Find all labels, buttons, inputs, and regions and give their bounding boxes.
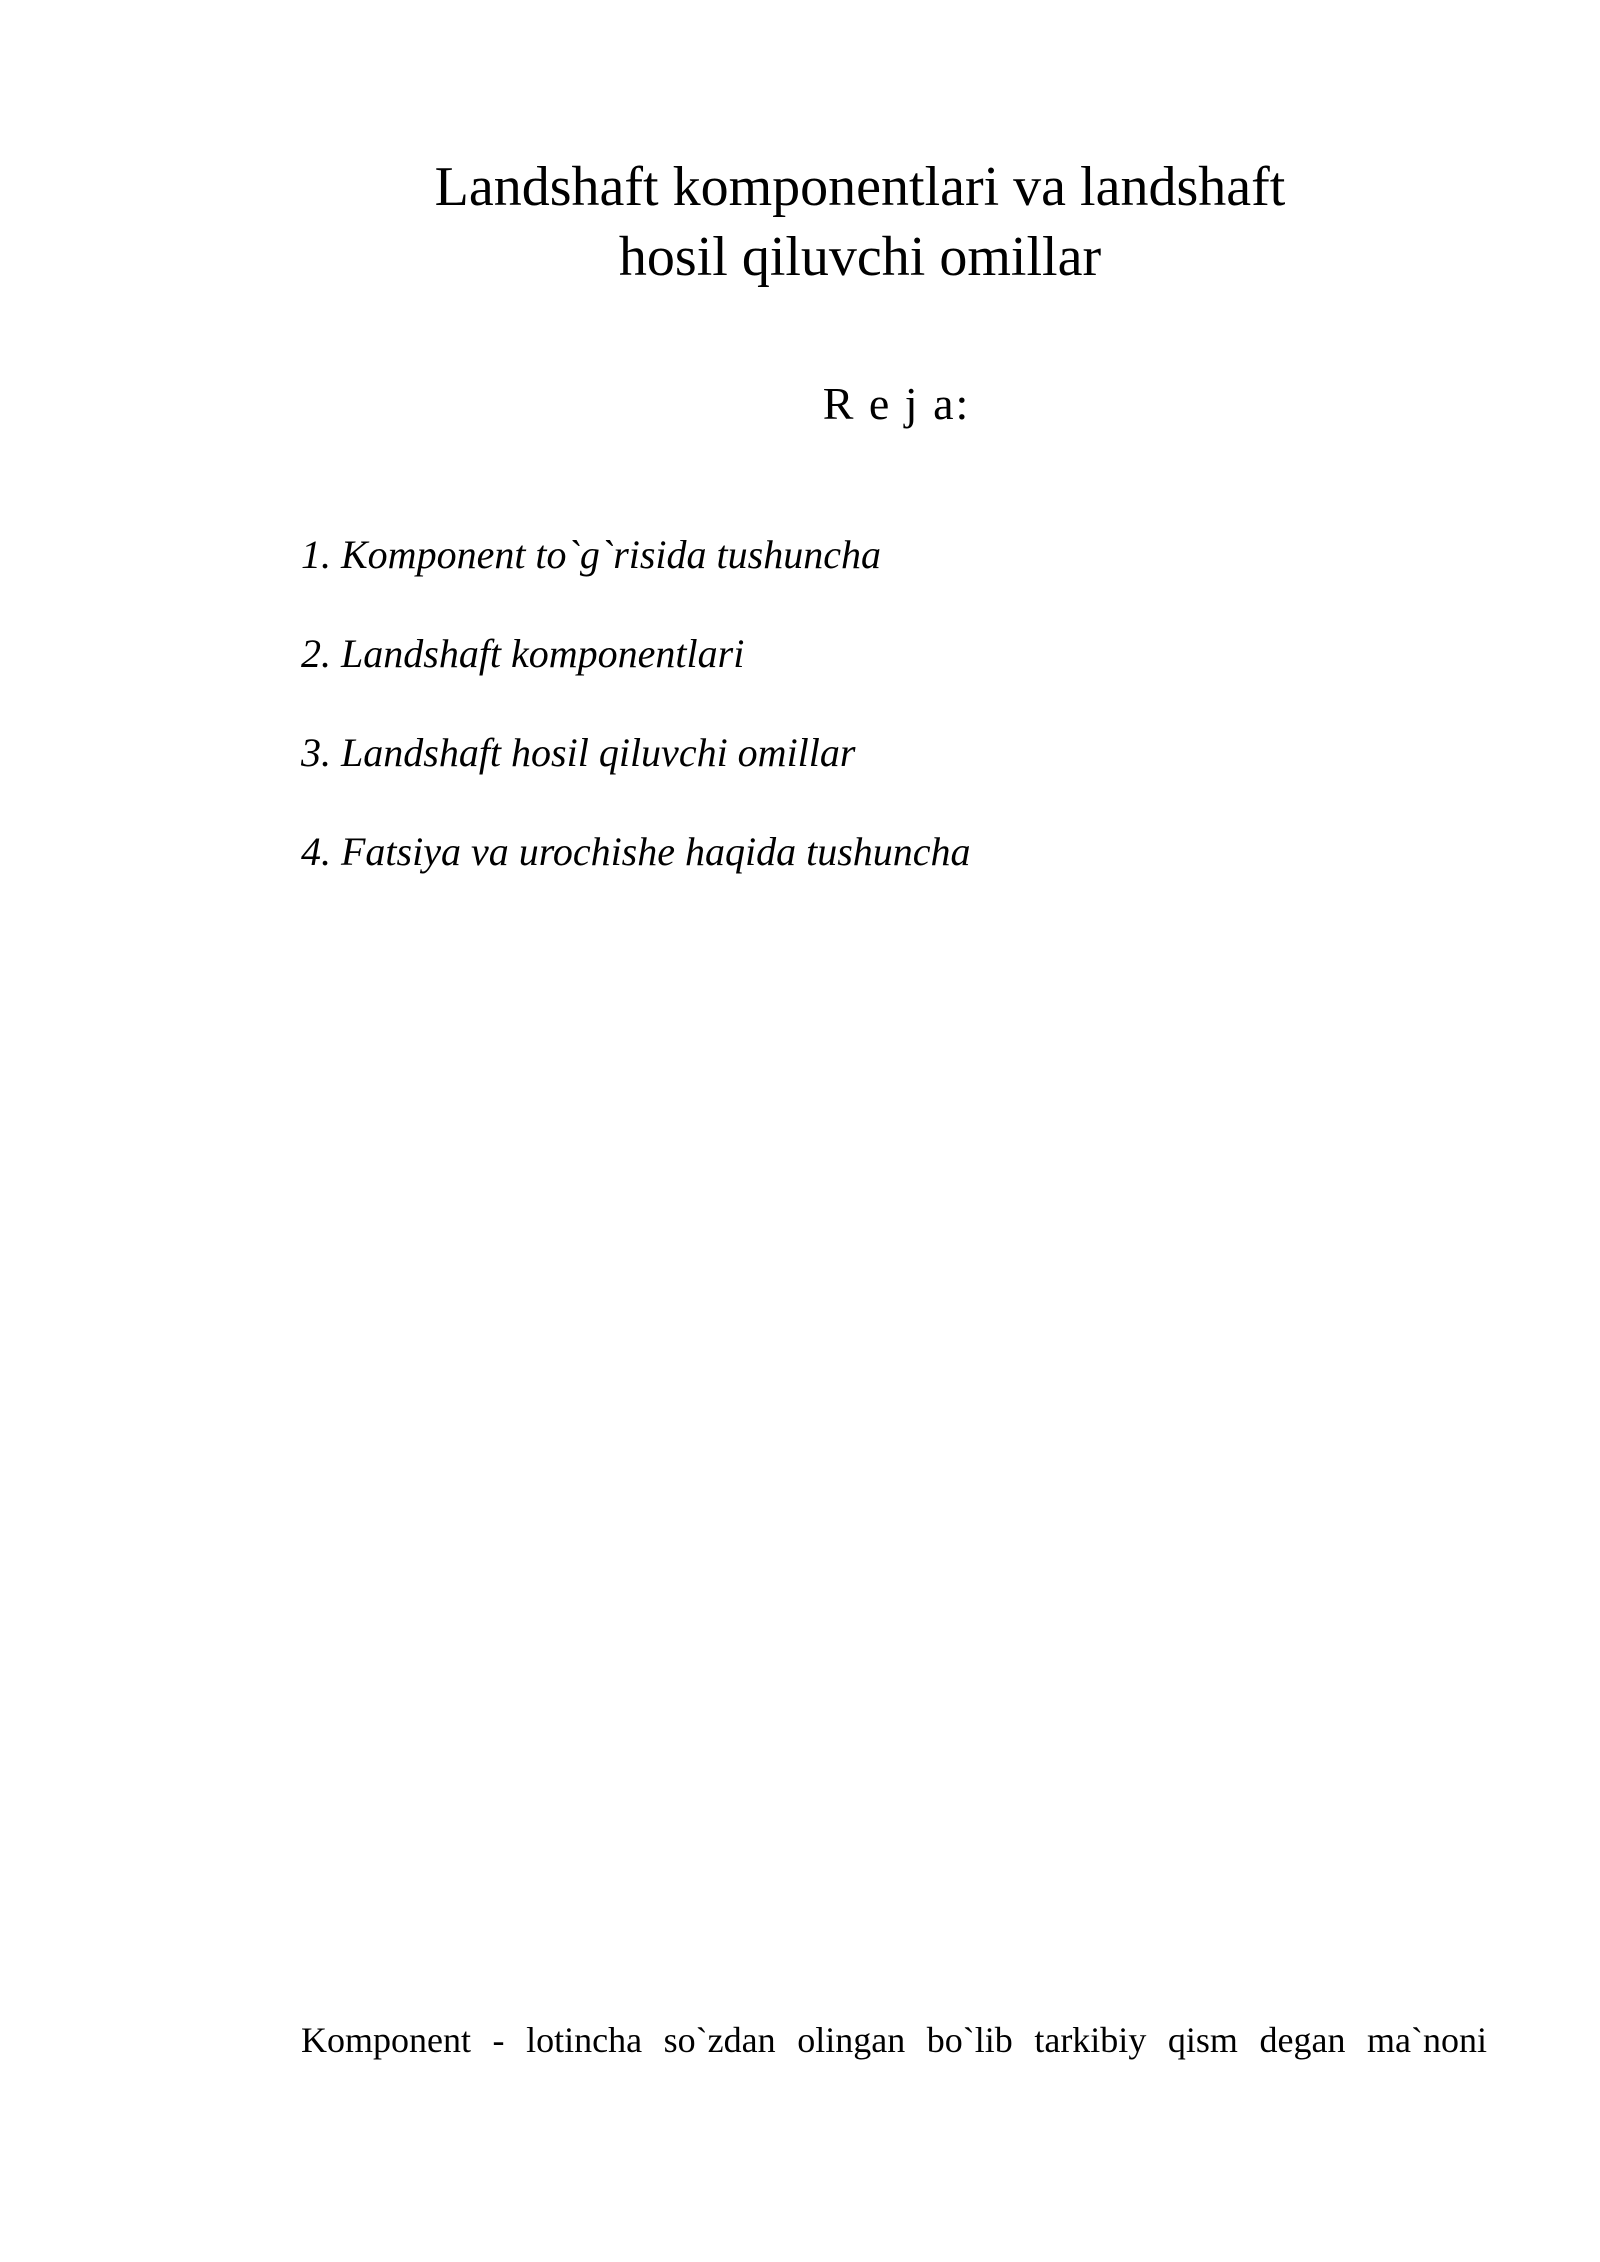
plan-item-1: 1. Komponent to`g`risida tushuncha <box>301 532 881 577</box>
document-title <box>0 152 1600 292</box>
plan-item-3: 3. Landshaft hosil qiluvchi omillar <box>301 730 856 775</box>
document-title-line-2: hosil qiluvchi omillar <box>618 226 1102 288</box>
plan-list <box>301 525 971 921</box>
plan-item-4: 4. Fatsiya va urochishe haqida tushuncha <box>301 829 971 874</box>
plan-item-2: 2. Landshaft komponentlari <box>301 631 745 676</box>
body-paragraph: Komponent - lotincha so`zdan olingan bo`lib tarkibiy qism degan ma`noni <box>301 2020 1487 2060</box>
document-title-line-1: Landshaft komponentlari va landshaft <box>434 156 1286 218</box>
plan-heading: R e j a: <box>822 378 971 429</box>
